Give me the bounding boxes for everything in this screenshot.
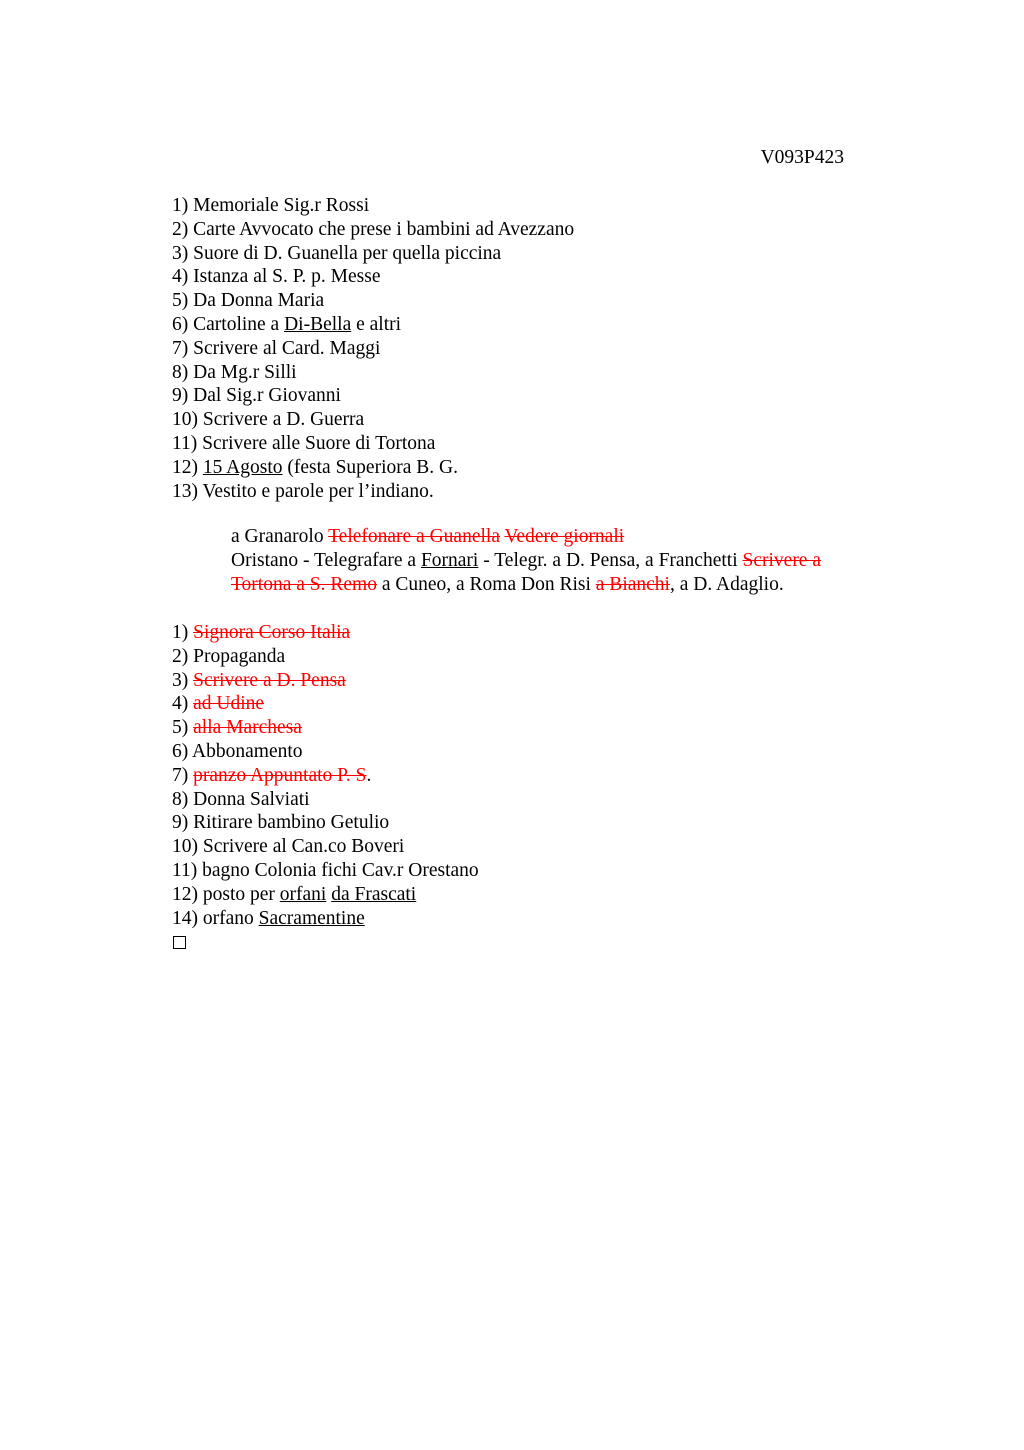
list-item: 9) Dal Sig.r Giovanni <box>172 385 341 407</box>
struck-text: Scrivere a D. Pensa <box>193 669 346 691</box>
list-item <box>172 313 862 337</box>
struck-text: Vedere giornali <box>504 526 625 547</box>
list-item <box>172 692 862 716</box>
page-id: V093P423 <box>760 147 844 168</box>
item-number: 1) <box>172 622 194 643</box>
list-item <box>172 456 862 480</box>
list-item <box>172 621 862 645</box>
struck-text: ad Udine <box>193 693 265 715</box>
item-text: (festa Superiora B. G. <box>282 456 458 478</box>
item-text: 14) orfano <box>172 907 259 929</box>
underlined-text: da Frascati <box>331 883 417 905</box>
struck-text: a Bianchi <box>595 573 670 595</box>
list-item <box>172 764 862 788</box>
underlined-text: orfani <box>279 883 327 905</box>
list-item: 1) Memoriale Sig.r Rossi <box>172 195 370 216</box>
list-item: 6) Abbonamento <box>172 740 303 762</box>
note-text: a Granarolo <box>231 526 329 547</box>
note-text: - Telegr. a D. Pensa, a Franchetti <box>478 549 743 571</box>
struck-text: alla Marchesa <box>193 717 302 739</box>
struck-text: pranzo Appuntato P. S <box>193 764 367 786</box>
list-item: 11) Scrivere alle Suore di Tortona <box>172 432 436 454</box>
list-item <box>172 907 862 931</box>
note-text: Oristano - Telegrafare a <box>231 549 421 571</box>
list-item: 10) Scrivere al Can.co Boveri <box>172 836 405 858</box>
struck-text: Telefonare a Guanella <box>328 526 500 547</box>
list-item: 2) Propaganda <box>172 645 286 667</box>
list-item: 8) Donna Salviati <box>172 788 310 810</box>
list-item <box>172 716 862 740</box>
note-text: a Cuneo, a Roma Don Risi <box>376 573 596 595</box>
item-number: 5) <box>172 717 194 739</box>
todo-list-second <box>172 621 862 949</box>
notes-line <box>172 525 862 549</box>
notes-line <box>172 549 862 597</box>
item-text: . <box>366 764 372 786</box>
underlined-text: Sacramentine <box>258 907 365 929</box>
list-item <box>172 669 862 693</box>
underlined-text: Di-Bella <box>284 313 352 335</box>
underlined-text: 15 Agosto <box>202 456 283 478</box>
empty-checkbox-icon <box>173 936 186 949</box>
list-item <box>172 883 862 907</box>
list-item: 5) Da Donna Maria <box>172 290 325 312</box>
item-text: 6) Cartoline a <box>172 313 285 335</box>
list-item: 3) Suore di D. Guanella per quella piccina <box>172 242 502 264</box>
todo-list-first <box>172 194 862 503</box>
item-number: 3) <box>172 669 194 691</box>
list-item: 8) Da Mg.r Silli <box>172 361 297 383</box>
list-item: 10) Scrivere a D. Guerra <box>172 409 365 431</box>
struck-text: Scrivere a Tortona a S. Remo <box>231 549 821 595</box>
notes-paragraph <box>172 525 862 596</box>
note-text: , a D. Adaglio. <box>669 573 784 595</box>
item-text: 12) posto per <box>172 883 280 905</box>
item-number: 4) <box>172 693 194 715</box>
struck-text: Signora Corso Italia <box>193 622 351 643</box>
list-item: 11) bagno Colonia fichi Cav.r Orestano <box>172 859 479 881</box>
item-text: 12) <box>172 456 203 478</box>
list-item: 4) Istanza al S. P. p. Messe <box>172 266 381 288</box>
list-item: 9) Ritirare bambino Getulio <box>172 812 390 834</box>
item-number: 7) <box>172 764 194 786</box>
list-item: 7) Scrivere al Card. Maggi <box>172 337 381 359</box>
item-text: e altri <box>351 313 402 335</box>
list-item: 13) Vestito e parole per l’indiano. <box>172 480 434 502</box>
underlined-text: Fornari <box>420 549 479 571</box>
list-item: 2) Carte Avvocato che prese i bambini ad Avezzano <box>172 218 575 240</box>
